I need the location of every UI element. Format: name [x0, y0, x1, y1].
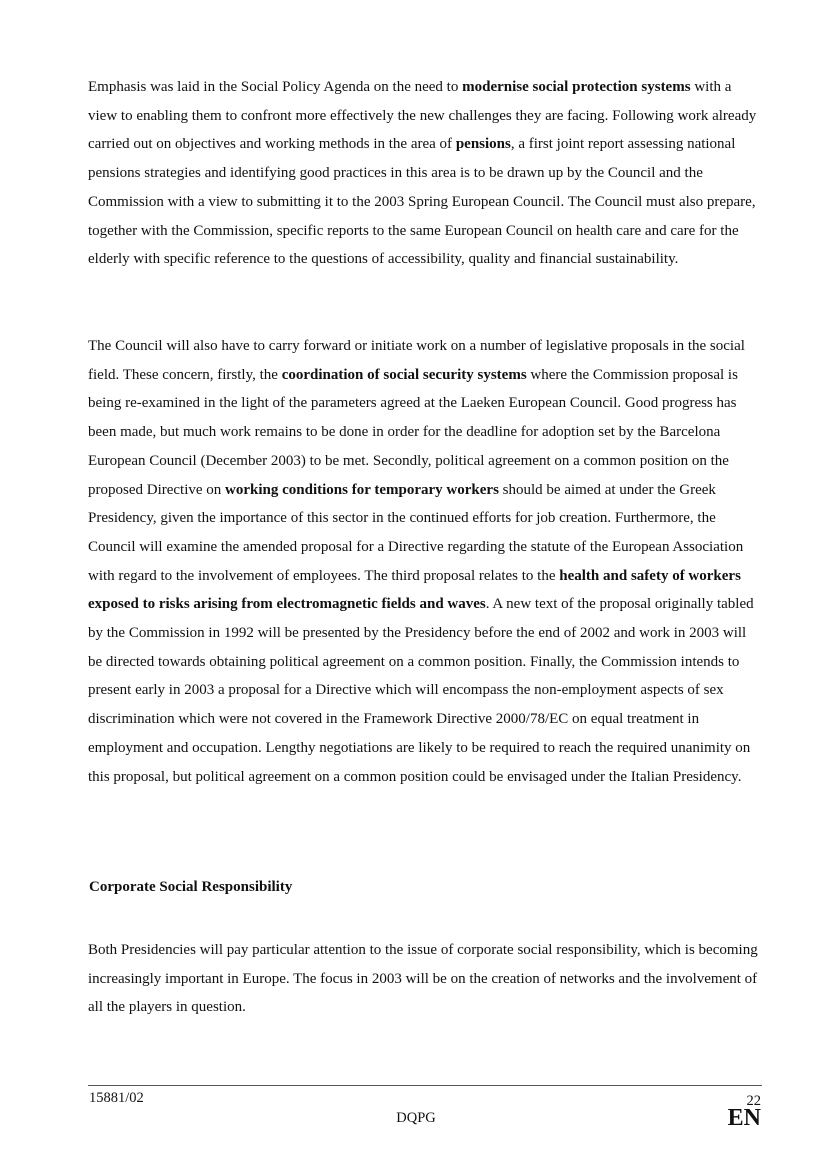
text-span: should be aimed at under the Greek Presidency, given the importance of this sector in the continued efforts for job creation. Furthermore, the Council will examine the amended proposal for a Directive regarding the statute of the European Association with regard to the involvement of employees. The third proposal relates to the [88, 481, 744, 584]
emphasis-text: pensions [455, 136, 511, 153]
text-span: . A new text of the proposal originally tabled by the Commission in 1992 will be presented by the Presidency before the end of 2002 and work in 2003 will be directed towards obtaining political agreement on a common position. Finally, the Commission intends to present early in 2003 a proposal for a Directive which will encompass the non-employment aspects of sex discrimination which were not covered in the Framework Directive 2000/78/EC on equal treatment in employment and occupation. Lengthy negotiations are likely to be required to reach the required unanimity on this proposal, but political agreement on a common position could be envisaged under the Italian Presidency. [88, 596, 754, 785]
paragraph-corporate-responsibility: Both Presidencies will pay particular attention to the issue of corporate social responsibility, which is becoming increasingly important in Europe. The focus in 2003 will be on the creation of networks and the involvement of all the players in question. [88, 942, 758, 1016]
page-number: 22 [746, 1093, 761, 1109]
text-span: Emphasis was laid in the Social Policy Agenda on the need to [88, 79, 463, 95]
emphasis-text: health and safety of workers exposed to risks arising from electromagnetic fields and waves [88, 567, 741, 613]
emphasis-text: coordination of social security systems [281, 366, 527, 383]
paragraph-social-protection [88, 73, 764, 274]
paragraph-legislative-proposals [88, 332, 764, 791]
department-code: DQPG [396, 1110, 436, 1126]
language-code: EN [727, 1105, 761, 1131]
text-span: with a view to enabling them to confront more effectively the new challenges they are facing. Following work already carried out on objectives and working methods in the area of [88, 79, 757, 153]
text-span: where the Commission proposal is being re-examined in the light of the parameters agreed at the Laeken European Council. Good progress has been made, but much work remains to be done in order for the deadline for adoption set by the Barcelona European Council (December 2003) to be met. Secondly, political agreement on a common position on the proposed Directive on [88, 366, 738, 498]
text-span: , a first joint report assessing national pensions strategies and identifying good practices in this area is to be drawn up by the Council and the Commission with a view to submitting it to the 2003 Spring European Council. The Council must also prepare, together with the Commission, specific reports to the same European Council on health care and care for the elderly with specific reference to the questions of accessibility, quality and financial sustainability. [88, 136, 756, 268]
emphasis-text: working conditions for temporary workers [225, 481, 499, 498]
footer-divider [88, 1085, 762, 1086]
document-reference: 15881/02 [89, 1090, 144, 1106]
emphasis-text: modernise social protection systems [462, 79, 691, 95]
section-heading: Corporate Social Responsibility [89, 879, 293, 895]
text-span: The Council will also have to carry forward or initiate work on a number of legislative proposals in the social field. These concern, firstly, the [88, 338, 745, 383]
